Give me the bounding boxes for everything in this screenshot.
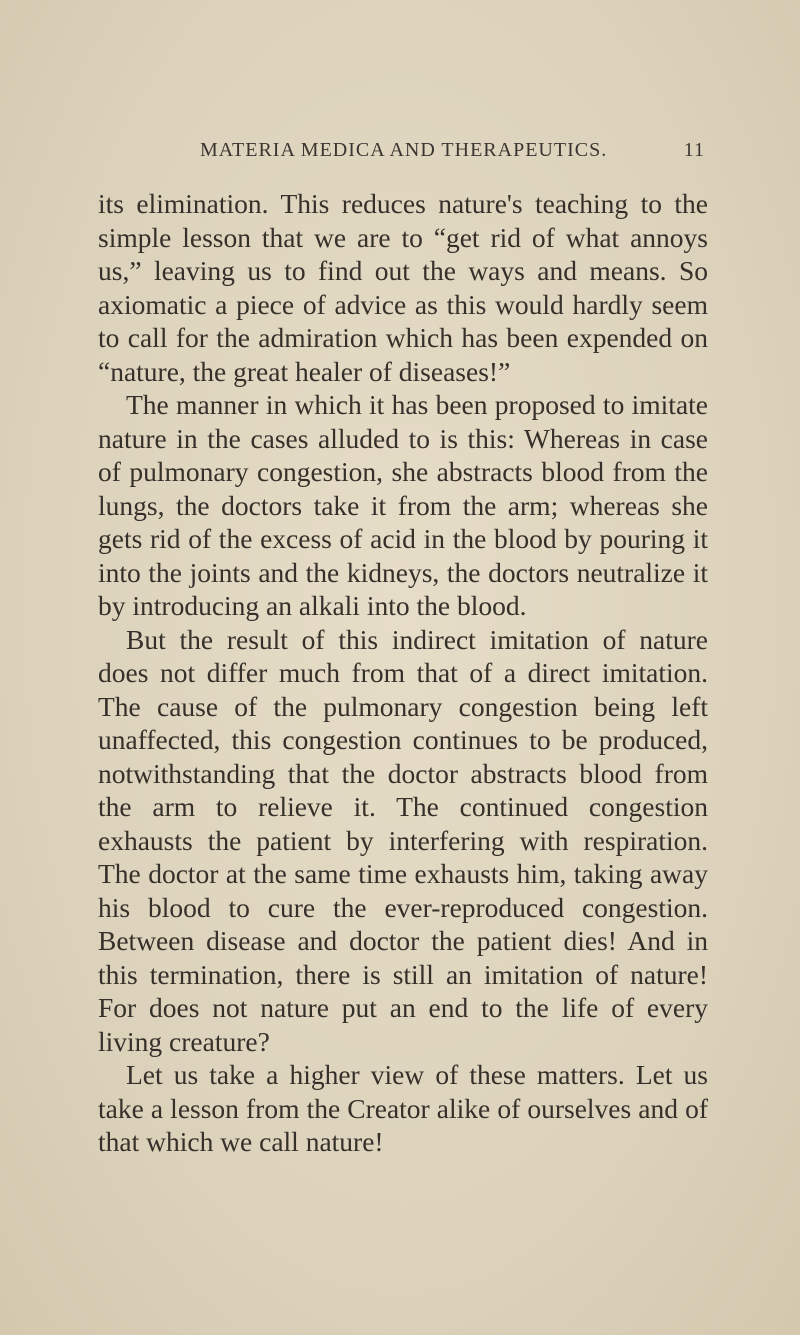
paragraph-3: But the result of this indirect imitation of nature does not differ much from that of a direct imitation. The cause of the pulmonary congestion being left unaffected, this congestion continues to be produced, notwithstanding that the doctor abstracts blood from the arm to relieve it. The continued congestion exhausts the patient by interfering with respiration. The doctor at the same time exhausts him, taking away his blood to cure the ever-reproduced congestion. Between disease and doctor the patient dies! And in this termination, there is still an imitation of nature! For does not nature put an end to the life of every living creature? [98,623,708,1057]
paragraph-4: Let us take a higher view of these matters. Let us take a lesson from the Creator alike of ourselves and of that which we call nature! [98,1059,708,1157]
page-number: 11 [683,139,705,161]
paragraph-1: its elimination. This reduces nature's teaching to the simple lesson that we are to “get rid of what annoys us,” leaving us to find out the ways and means. So axiomatic a piece of advice as this would hardly seem to call for the admiration which has been expended on “nature, the great healer of diseases!” [98,188,708,387]
body-text [98,187,708,1159]
running-title: MATERIA MEDICA AND THERAPEUTICS. [200,139,608,161]
paragraph-2: The manner in which it has been proposed to imitate nature in the cases alluded to is this: Whereas in case of pulmonary congestion, she abstracts blood from the lungs, the doctors take it from the arm; whereas she gets rid of the excess of acid in the blood by pouring it into the joints and the kidneys, the doctors neutralize it by introducing an alkali into the blood. [98,389,708,621]
